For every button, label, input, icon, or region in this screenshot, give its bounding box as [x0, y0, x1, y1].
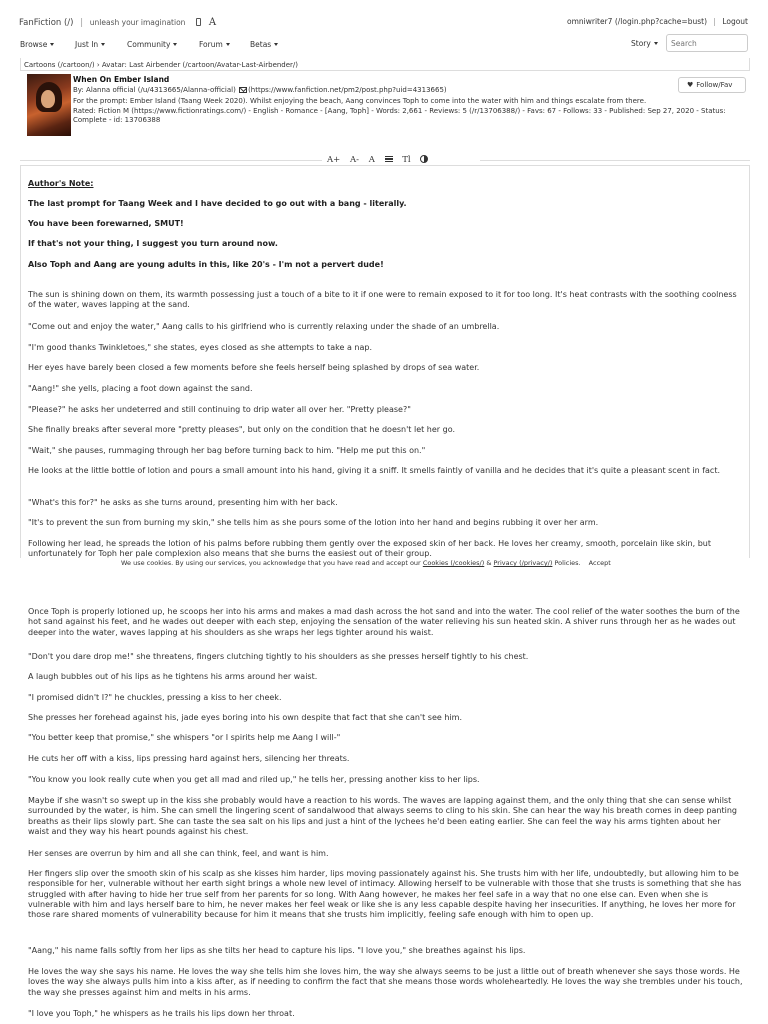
story-paragraph: "I'm good thanks Twinkletoes," she states, eyes closed as she attempts to take a nap.: [28, 343, 372, 352]
user-area: [567, 17, 748, 26]
mobile-device-icon[interactable]: [196, 18, 201, 26]
top-bar: [0, 0, 768, 34]
privacy-policy-link[interactable]: Privacy (/privacy/): [493, 559, 553, 567]
pm-link[interactable]: (https://www.fanfiction.net/pm2/post.php?uid=4313665): [248, 86, 447, 94]
header-icons: [196, 17, 216, 28]
font-decrease-button[interactable]: A-: [349, 155, 359, 165]
contrast-icon[interactable]: [420, 155, 428, 163]
story-paragraph: He loves the way she says his name. He loves the way she tells him she loves him, the way she always seems to be just a little out of breath whenever she says those words. He loves the way she always pulls him into a kiss after, as if needing to confirm the fact that she means those words wholeheartedly. He loves the way she trembles under his touch, the way she presses against him and melts in his arms.: [28, 967, 743, 997]
heart-icon: ♥: [687, 81, 694, 89]
story-paragraph: "You know you look really cute when you get all mad and riled up," he tells her, pressing another kiss to her lips.: [28, 775, 480, 784]
header-separator: |: [80, 18, 84, 28]
site-header-left: [19, 17, 216, 28]
story-paragraph: Once Toph is properly lotioned up, he scoops her into his arms and makes a mad dash across the hot sand and into the water. The cool relief of the water soothes the burn of the hot sand against his feet, and he wades out deeper with each step, enjoying the sensation of the water relieving his sun heated skin. A shiver runs through her as he wades out deeper into the water, waves lapping at his shoulders as she wraps her legs tighter around his waist.: [28, 607, 740, 637]
story-summary: For the prompt: Ember Island (Taang Week 2020). Whilst enjoying the beach, Aang convinces Toph to come into the water with him and things escalate from there.: [73, 97, 647, 105]
story-paragraph: A laugh bubbles out of his lips as he tightens his arms around her waist.: [28, 672, 318, 681]
story-paragraph: "I promised didn't I?" he chuckles, pressing a kiss to her cheek.: [28, 693, 282, 702]
breadcrumb: [24, 61, 298, 69]
toolbar-divider-right: [480, 160, 750, 161]
story-paragraph: Her senses are overrun by him and all she can think, feel, and want is him.: [28, 849, 329, 858]
nav-betas[interactable]: [250, 40, 278, 49]
mail-icon[interactable]: [239, 87, 247, 93]
story-paragraph: "It's to prevent the sun from burning my skin," she tells him as she pours some of the lotion into her hand and begins rubbing it over her arm.: [28, 518, 599, 527]
nav-community-label: Community: [127, 40, 171, 49]
story-paragraph: He cuts her off with a kiss, lips pressing hard against hers, silencing her threats.: [28, 754, 350, 763]
story-paragraph: She presses her forehead against his, jade eyes boring into his own despite that fact that she can't see him.: [28, 713, 462, 722]
toolbar-divider-left: [20, 160, 322, 161]
story-paragraph: Her eyes have barely been closed a few moments before she feels herself being splashed by drops of sea water.: [28, 363, 480, 372]
search-input[interactable]: [666, 34, 748, 52]
author-link[interactable]: Alanna official (/u/4313665/Alanna-official): [86, 86, 236, 94]
story-paragraph: "Don't you dare drop me!" she threatens, fingers clutching tightly to his shoulders as she presses herself tightly to his chest.: [28, 652, 529, 661]
follow-fav-label: Follow/Fav: [696, 81, 733, 89]
chevron-down-icon: [50, 43, 54, 46]
search-scope-select[interactable]: [626, 36, 664, 53]
site-logo-link[interactable]: FanFiction (/): [19, 18, 74, 28]
line-spacing-icon[interactable]: [385, 156, 393, 162]
story-paragraph: "What's this for?" he asks as she turns around, presenting him with her back.: [28, 498, 338, 507]
nav-betas-label: Betas: [250, 40, 272, 49]
story-title: When On Ember Island: [73, 75, 170, 84]
font-increase-button[interactable]: A+: [327, 155, 341, 165]
cookie-message: We use cookies. By using our services, you acknowledge that you have read and accept our: [121, 559, 421, 567]
nav-community[interactable]: [127, 40, 177, 49]
authors-note-line: You have been forewarned, SMUT!: [28, 219, 184, 228]
font-face-button[interactable]: A: [368, 155, 375, 165]
chevron-down-icon: [173, 43, 177, 46]
cover-face-shape: [41, 90, 55, 108]
cookie-policies: Policies.: [554, 559, 581, 567]
nav-browse[interactable]: [20, 40, 54, 49]
story-paragraph: He looks at the little bottle of lotion and pours a small amount into his hand, giving it a sniff. It smells faintly of vanilla and he decides that it's quite a pleasant scent in fact.: [28, 466, 720, 475]
site-tagline: unleash your imagination: [89, 18, 186, 27]
chevron-down-icon: [274, 43, 278, 46]
story-paragraph: "Wait," she pauses, rummaging through her bag before turning back to him. "Help me put this on.": [28, 446, 426, 455]
story-meta: Rated: Fiction M (https://www.fictionratings.com/) - English - Romance - [Aang, Toph] - Words: 2,661 - Reviews: 5 (/r/13706388/) - Favs: 67 - Follows: 33 - Published: Sep 27, 2020 - Status: Complete - id: 13706388: [73, 107, 726, 124]
search-scope-label: Story: [631, 39, 651, 48]
text-width-button[interactable]: Tl: [402, 155, 411, 165]
nav-forum-label: Forum: [199, 40, 223, 49]
cookie-banner-text: [121, 559, 611, 567]
authors-note-line: Also Toph and Aang are young adults in this, like 20's - I'm not a pervert dude!: [28, 260, 384, 269]
user-separator: |: [713, 17, 716, 26]
story-paragraph: "Aang," his name falls softly from her lips as she tilts her head to capture his lips. "I love you," she breathes against his lips.: [28, 946, 526, 955]
nav-just-in-label: Just In: [75, 40, 99, 49]
story-cover-image: [27, 74, 71, 136]
nav-forum[interactable]: [199, 40, 230, 49]
page-gap: [0, 580, 768, 606]
cookies-policy-link[interactable]: Cookies (/cookies/): [422, 559, 485, 567]
nav-just-in[interactable]: [75, 40, 105, 49]
story-paragraph: Her fingers slip over the smooth skin of his scalp as she kisses him harder, lips moving passionately against his. She trusts him with her life, undoubtedly, but allowing him to be responsible for her, vulnerable without her earth sight brings a whole new level of intimacy. Allowing herself to be vulnerable with those that she trusts is something that she has struggled with after having to hide her true self from her parents for so long. With Aang however, he makes her feel safe in a way that no one else can. Even when she is vulnerable with him and lays herself bare to him, he never makes her feel weak or like she is any less capable despite having her insecurities. If anything, he loves her more for those rare shared moments of vulnerability because for him it means that she trusts him implicitly, feeling safe enough with him to open up.: [28, 869, 742, 920]
story-paragraph: "Aang!" she yells, placing a foot down against the sand.: [28, 384, 253, 393]
story-paragraph: The sun is shining down on them, its warmth possessing just a touch of a bite to it if one were to remain exposed to it for too long. It's heat contrasts with the soothing coolness of the water, waves lapping at the sand.: [28, 290, 737, 310]
font-size-icon[interactable]: A: [208, 17, 217, 28]
authors-note-line: The last prompt for Taang Week and I have decided to go out with a bang - literally.: [28, 199, 407, 208]
authors-note-line: If that's not your thing, I suggest you turn around now.: [28, 239, 278, 248]
chevron-down-icon: [101, 43, 105, 46]
username-link[interactable]: omniwriter7 (/login.php?cache=bust): [567, 17, 707, 26]
reading-tools: [327, 155, 428, 165]
story-paragraph: "Please?" he asks her undeterred and still continuing to drip water all over her. "Pretty please?": [28, 405, 411, 414]
chevron-down-icon: [654, 42, 658, 45]
story-byline: [73, 86, 743, 95]
story-paragraph: "You better keep that promise," she whispers "or I spirits help me Aang I will-": [28, 733, 341, 742]
breadcrumb-fandom[interactable]: Avatar: Last Airbender (/cartoon/Avatar-Last-Airbender/): [101, 61, 299, 69]
logout-link[interactable]: Logout: [722, 17, 748, 26]
breadcrumb-arrow: ›: [96, 61, 100, 69]
story-paragraph: "I love you Toph," he whispers as he trails his lips down her throat.: [28, 1009, 295, 1018]
story-paragraph: "Come out and enjoy the water," Aang calls to his girlfriend who is currently relaxing under the shade of an umbrella.: [28, 322, 500, 331]
accept-cookies-button[interactable]: Accept: [588, 559, 611, 567]
story-paragraph: She finally breaks after several more "pretty pleases", but only on the condition that he doesn't let her go.: [28, 425, 455, 434]
byline-prefix: By:: [73, 86, 84, 94]
authors-note-heading: Author's Note:: [28, 179, 94, 188]
story-paragraph: Following her lead, he spreads the lotion of his palms before rubbing them gently over the exposed skin of her back. He loves her creamy, smooth, porcelain like skin, but unfortunately for Toph her pale complexion also means that she burns the easiest out of their group.: [28, 539, 711, 559]
story-paragraph: Maybe if she wasn't so swept up in the kiss she probably would have a reaction to his words. The waves are lapping against them, and the only thing that she can sense whilst surrounded by the water, is him. She can smell the lingering scent of sandalwood that always seems to cling to his skin. She can hear the way his breath comes in deep panting breaths as their lips slowly part. She can taste the sea salt on his lips and just a hint of the lychees he'd been eating earlier. She can feel the way his arms tighten about her waist and they way his heart pounds against his chest.: [28, 796, 738, 836]
nav-browse-label: Browse: [20, 40, 48, 49]
cookie-amp: &: [486, 559, 492, 567]
chevron-down-icon: [226, 43, 230, 46]
breadcrumb-cartoons[interactable]: Cartoons (/cartoon/): [24, 61, 95, 69]
